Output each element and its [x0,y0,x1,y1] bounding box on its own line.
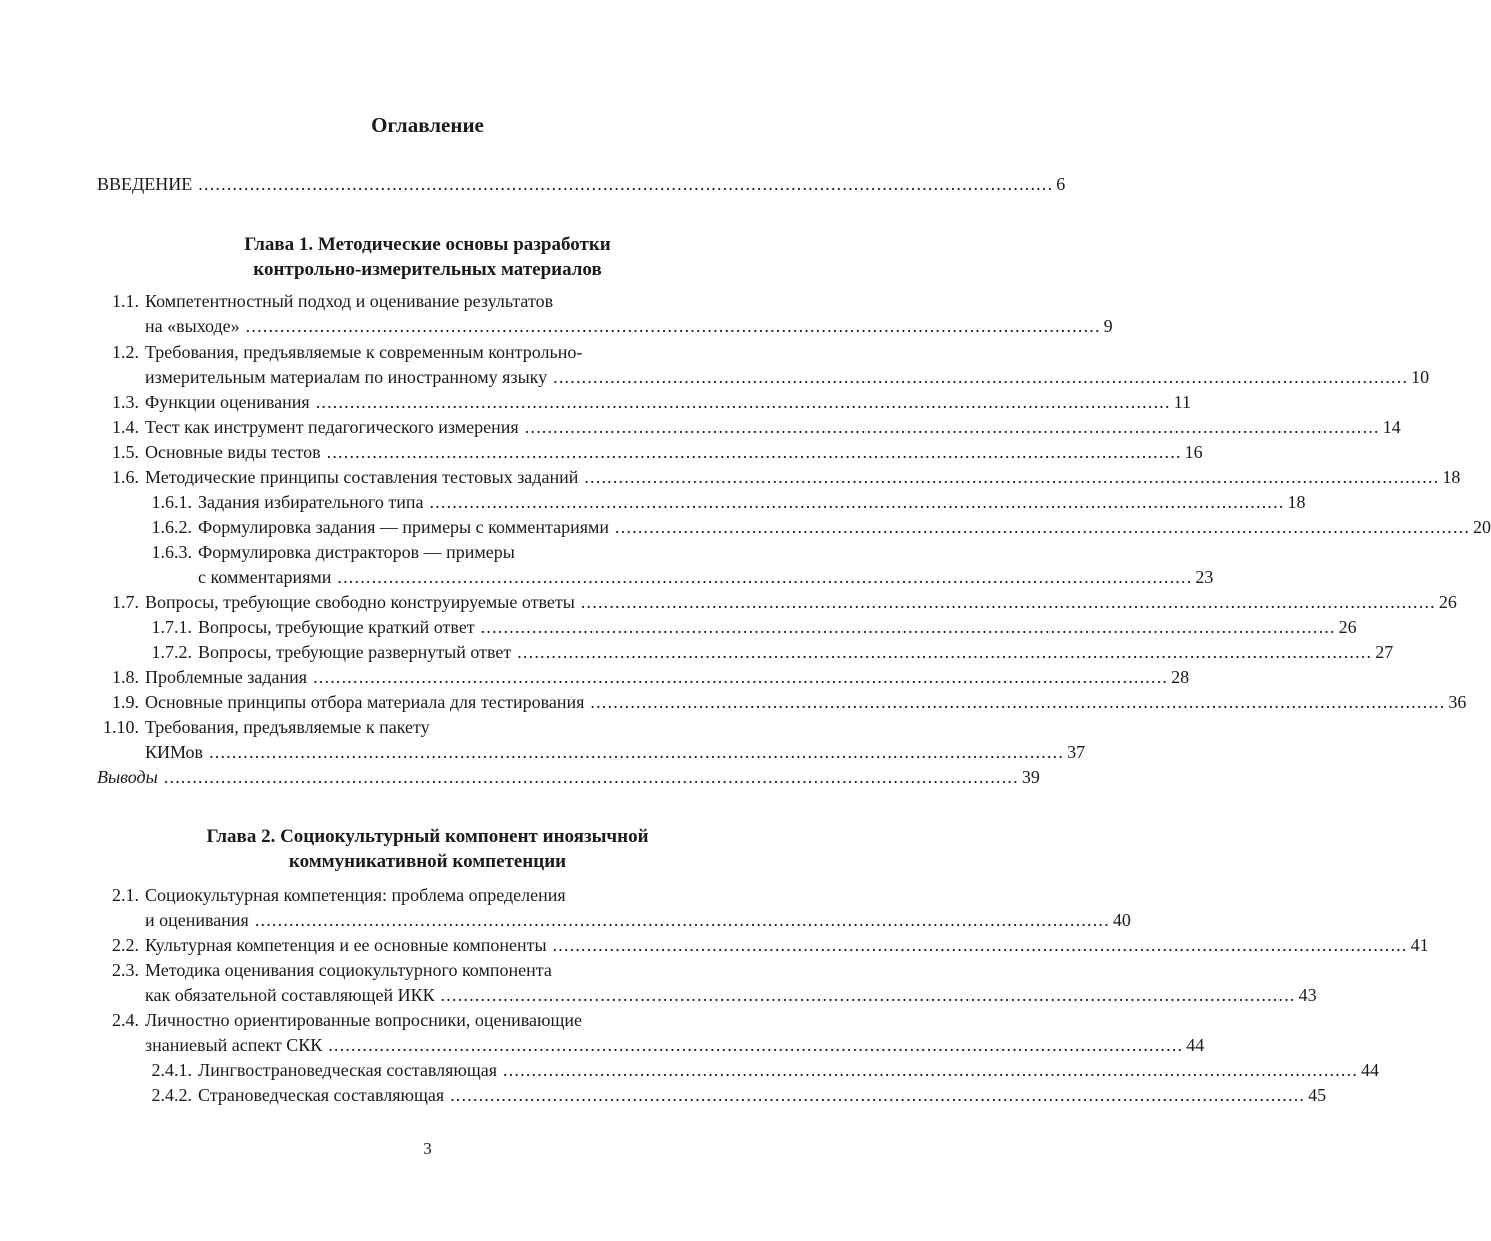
toc-entry-number: 1.9. [112,692,139,712]
toc-entry-number: 1.2. [112,342,139,362]
toc-page-number: 20 [1473,517,1491,537]
toc-entry-label: Основные принципы отбора материала для тестирования [145,692,585,712]
toc-page-number: 14 [1382,417,1401,437]
dot-leader: ...................................................................................................................................................... [584,467,1440,487]
toc-entry-label: Страноведческая составляющая [198,1085,445,1105]
toc-entry-label-cont: с комментариями [198,567,332,587]
toc-entry-label: Социокультурная компетенция: проблема определения [145,885,566,905]
dot-leader: ...................................................................................................................................................... [580,592,1436,612]
toc-entry-label: Требования, предъявляемые к пакету [145,717,430,737]
toc-entry-1-4[interactable] [0,415,1401,439]
toc-page-number: 18 [1287,492,1306,512]
toc-entry-number: 1.8. [112,667,139,687]
toc-entry-label: Задания избирательного типа [198,492,424,512]
toc-entry-number: 2.4. [112,1010,139,1030]
toc-page-number: 37 [1067,742,1086,762]
toc-page-number: 23 [1195,567,1214,587]
toc-entry-label: Личностно ориентированные вопросники, оценивающие [145,1010,582,1030]
toc-entry-1-6-1[interactable] [0,490,1306,514]
toc-page-number: 10 [1411,367,1430,387]
dot-leader: ...................................................................................................................................................... [337,567,1193,587]
dot-leader: ...................................................................................................................................................... [440,985,1296,1005]
toc-entry-intro[interactable] [0,172,1066,196]
toc-entry-label: Методические принципы составления тестовых заданий [145,467,579,487]
toc-entry-1-7-1[interactable] [0,615,1357,639]
dot-leader: ...................................................................................................................................................... [517,642,1373,662]
toc-entry-label: Тест как инструмент педагогического измерения [145,417,519,437]
toc-entry-2-2[interactable] [0,933,1429,957]
dot-leader: ...................................................................................................................................................... [450,1085,1306,1105]
dot-leader: ...................................................................................................................................................... [328,1035,1184,1055]
toc-entry-label: Функции оценивания [145,392,310,412]
toc-title: Оглавление [371,113,484,137]
toc-entry-number: 1.6. [112,467,139,487]
toc-page-number: 39 [1021,767,1040,787]
dot-leader: ...................................................................................................................................................... [590,692,1446,712]
toc-entry-number: 1.7.1. [151,617,192,637]
dot-leader: ...................................................................................................................................................... [524,417,1380,437]
dot-leader: ...................................................................................................................................................... [615,517,1471,537]
toc-entry-label: Проблемные задания [145,667,308,687]
toc-entry-1-3[interactable] [0,390,1192,414]
toc-entry-2-1[interactable] [0,883,1131,931]
dot-leader: ...................................................................................................................................................... [254,910,1110,930]
toc-entry-1-6[interactable] [0,465,1461,489]
toc-entry-1-6-2[interactable] [0,515,1491,539]
toc-page-number: 45 [1308,1085,1327,1105]
toc-page-number: 18 [1442,467,1461,487]
toc-entry-number: 1.7.2. [151,642,192,662]
toc-entry-number: 1.1. [112,291,139,311]
toc-page-number: 26 [1438,592,1457,612]
toc-entry-2-3[interactable] [0,958,1317,1006]
dot-leader: ...................................................................................................................................................... [209,742,1065,762]
toc-entry-number: 2.4.2. [151,1085,192,1105]
toc-entry-1-10[interactable] [0,715,1086,763]
toc-entry-number: 1.6.2. [151,517,192,537]
toc-entry-1-6-3[interactable] [0,540,1214,588]
toc-entry-number: 1.6.1. [151,492,192,512]
toc-entry-label: ВВЕДЕНИЕ [97,174,193,194]
chapter-2-heading-line1: Глава 2. Социокультурный компонент иноязычной [206,826,649,847]
toc-entry-number: 1.6.3. [151,542,192,562]
toc-entry-1-9[interactable] [0,690,1467,714]
toc-page-number: 28 [1171,667,1190,687]
toc-entry-label: Вопросы, требующие развернутый ответ [198,642,512,662]
toc-page-number: 41 [1410,935,1429,955]
dot-leader: ...................................................................................................................................................... [326,442,1182,462]
toc-page-number: 43 [1298,985,1317,1005]
toc-entry-label: Лингвострановедческая составляющая [198,1060,498,1080]
toc-entry-label-cont: КИМов [145,742,204,762]
toc-entry-label: Требования, предъявляемые к современным контрольно- [145,342,583,362]
dot-leader: ...................................................................................................................................................... [480,617,1336,637]
dot-leader: ...................................................................................................................................................... [552,935,1408,955]
toc-entry-label: Вопросы, требующие свободно конструируемые ответы [145,592,575,612]
toc-entry-number: 2.1. [112,885,139,905]
toc-entry-label-cont: знаниевый аспект СКК [145,1035,323,1055]
toc-entry-number: 1.10. [103,717,139,737]
toc-entry-label: Культурная компетенция и ее основные компоненты [145,935,547,955]
dot-leader: ...................................................................................................................................................... [313,667,1169,687]
toc-entry-label-cont: и оценивания [145,910,249,930]
dot-leader: ...................................................................................................................................................... [198,174,1054,194]
toc-entry-number: 1.3. [112,392,139,412]
toc-entry-number: 2.2. [112,935,139,955]
toc-entry-label: Методика оценивания социокультурного компонента [145,960,552,980]
toc-page-number: 6 [1056,174,1066,194]
toc-entry-1-1[interactable] [0,289,1113,337]
toc-entry-number: 1.7. [112,592,139,612]
toc-entry-1-7-2[interactable] [0,640,1394,664]
dot-leader: ...................................................................................................................................................... [503,1060,1359,1080]
toc-page-number: 36 [1448,692,1467,712]
toc-entry-2-4-2[interactable] [0,1083,1327,1107]
toc-page-number: 27 [1375,642,1394,662]
chapter-2-heading-line2: коммуникативной компетенции [288,851,567,872]
toc-entry-label: Вопросы, требующие краткий ответ [198,617,475,637]
toc-entry-label-cont: измерительным материалам по иностранному языку [145,367,548,387]
toc-entry-2-4[interactable] [0,1008,1205,1056]
toc-page-number: 16 [1184,442,1203,462]
dot-leader: ...................................................................................................................................................... [245,316,1101,336]
toc-entry-number: 2.4.1. [151,1060,192,1080]
toc-entry-1-5[interactable] [0,440,1203,464]
dot-leader: ...................................................................................................................................................... [429,492,1285,512]
toc-page-number: 11 [1173,392,1192,412]
toc-page-number: 44 [1186,1035,1205,1055]
page-number: 3 [423,1139,432,1158]
chapter-1-heading-line2: контрольно-измерительных материалов [253,259,602,280]
dot-leader: ...................................................................................................................................................... [163,767,1019,787]
toc-entry-number: 1.5. [112,442,139,462]
toc-page-number: 26 [1338,617,1357,637]
toc-entry-1-2[interactable] [0,340,1430,388]
toc-entry-2-4-1[interactable] [0,1058,1380,1082]
toc-entry-label-cont: на «выходе» [145,316,240,336]
toc-page-number: 44 [1361,1060,1380,1080]
dot-leader: ...................................................................................................................................................... [315,392,1171,412]
toc-entry-label: Основные виды тестов [145,442,321,462]
toc-page-number: 9 [1103,316,1113,336]
toc-entry-label-cont: как обязательной составляющей ИКК [145,985,435,1005]
toc-entry-1-7[interactable] [0,590,1457,614]
toc-entry-1-8[interactable] [0,665,1190,689]
toc-entry-label: Выводы [97,767,158,787]
toc-entry-number: 1.4. [112,417,139,437]
toc-entry-number: 2.3. [112,960,139,980]
chapter-1-heading-line1: Глава 1. Методические основы разработки [244,234,611,255]
toc-entry-label: Формулировка задания — примеры с комментариями [198,517,610,537]
toc-page-number: 40 [1112,910,1131,930]
toc-entry-label: Формулировка дистракторов — примеры [198,542,515,562]
toc-entry-label: Компетентностный подход и оценивание результатов [145,291,554,311]
toc-entry-conclusions[interactable] [0,765,1040,789]
dot-leader: ...................................................................................................................................................... [553,367,1409,387]
